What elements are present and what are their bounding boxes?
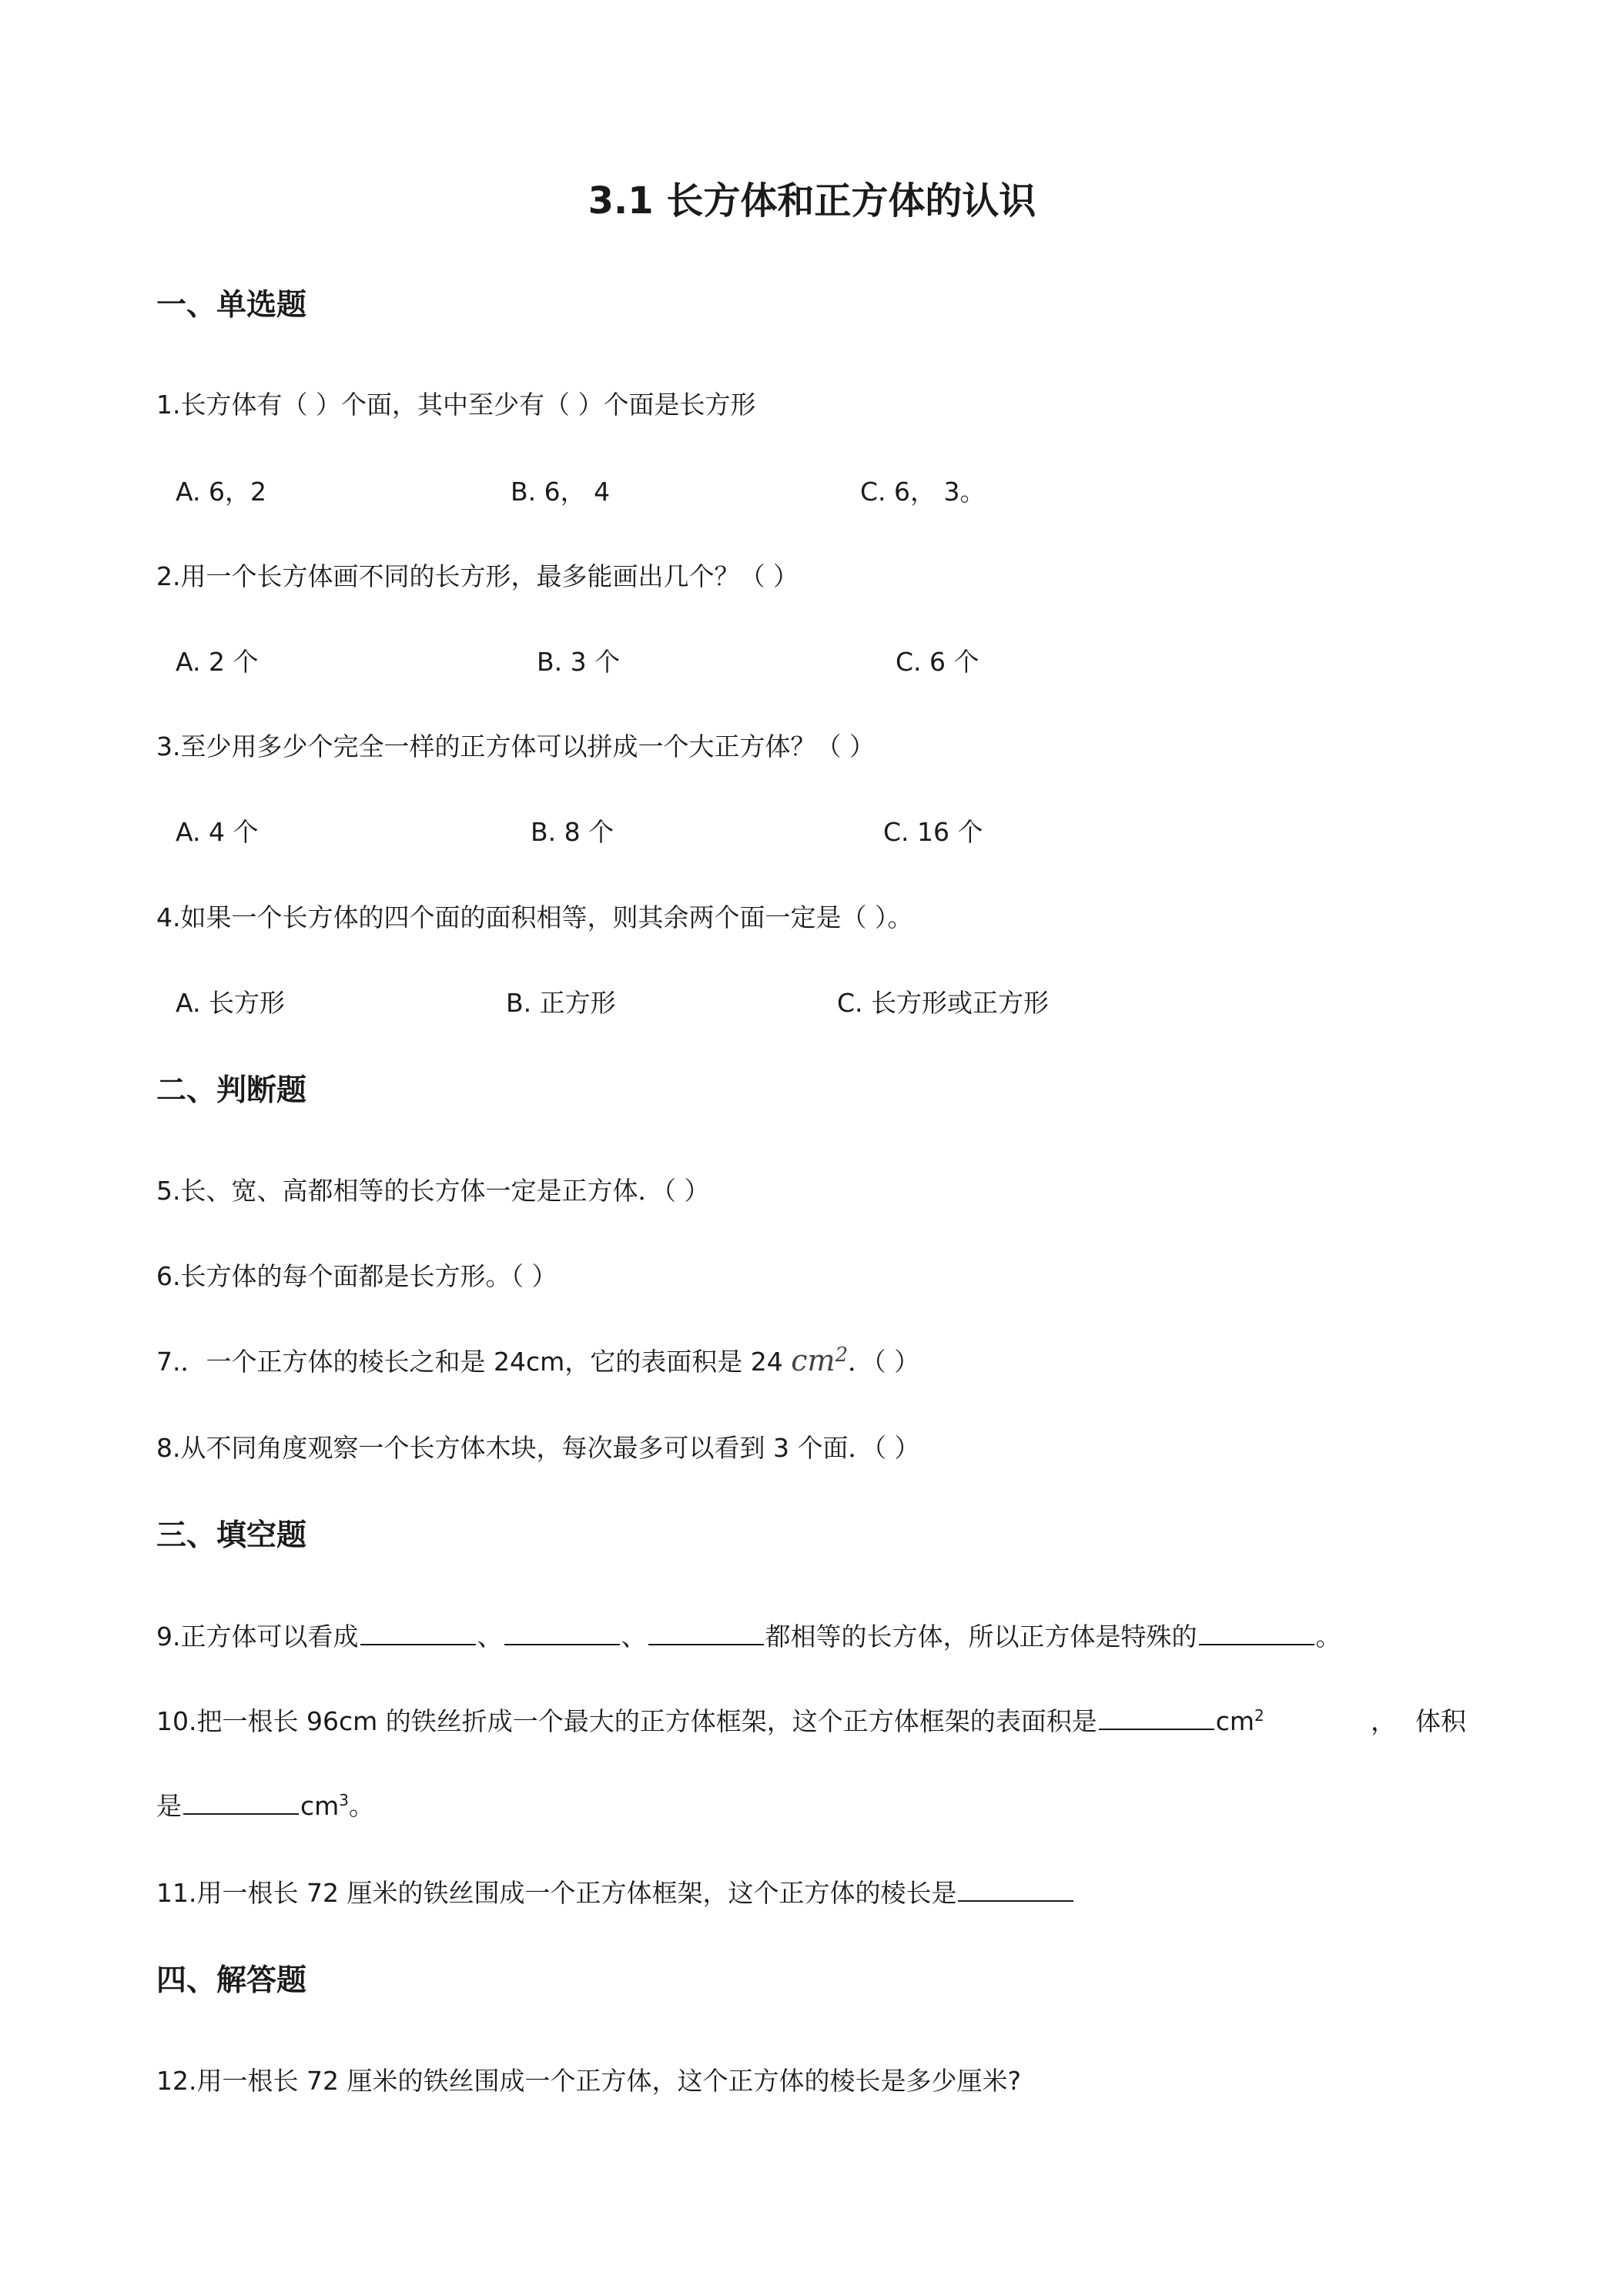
q2-option-b: B. 3 个 [537,647,621,677]
question-6: 6.长方体的每个面都是长方形。（ ） [156,1261,558,1291]
question-11 [156,1873,1075,1909]
q2-option-c: C. 6 个 [896,647,979,677]
q2-option-a: A. 2 个 [176,647,259,677]
answer-blank[interactable] [648,1621,764,1645]
question-8: 8.从不同角度观察一个长方体木块，每次最多可以看到 3 个面．（ ） [156,1433,920,1463]
q3-option-c: C. 16 个 [883,817,983,847]
answer-blank[interactable] [360,1621,476,1645]
section-heading-single-choice: 一、单选题 [156,288,307,323]
q10-comma: ， [1371,1706,1396,1736]
q9-sep-1: 、 [477,1622,503,1652]
answer-blank[interactable] [1199,1621,1314,1645]
question-1: 1.长方体有（ ）个面，其中至少有（ ）个面是长方形 [156,390,756,420]
answer-blank[interactable] [504,1621,620,1645]
q7-unit: cm [791,1344,835,1377]
question-12: 12.用一根长 72 厘米的铁丝围成一个正方体，这个正方体的棱长是多少厘米? [156,2066,1021,2096]
q4-option-c: C. 长方形或正方形 [837,988,1050,1018]
q9-text-2: 都相等的长方体，所以正方体是特殊的 [765,1622,1197,1652]
q10-text-2: 体积 [1415,1706,1466,1736]
question-4: 4.如果一个长方体的四个面的面积相等，则其余两个面一定是（ ）。 [156,902,913,932]
q7-text-before: 7.．一个正方体的棱长之和是 24cm，它的表面积是 24 [156,1347,792,1377]
question-10-line-2 [156,1786,374,1822]
page-title: 3.1 长方体和正方体的认识 [588,179,1036,223]
q10-text-1: 10.把一根长 96cm 的铁丝折成一个最大的正方体框架，这个正方体框架的表面积是 [156,1706,1097,1736]
q11-text: 11.用一根长 72 厘米的铁丝围成一个正方体框架，这个正方体的棱长是 [156,1878,957,1908]
q1-option-c: C. 6， 3。 [860,477,986,507]
q10-text-3: 是 [156,1791,182,1821]
q10-unit-1-exponent: 2 [1254,1706,1264,1725]
section-heading-fill-in: 三、填空题 [156,1518,307,1553]
q3-option-a: A. 4 个 [176,817,259,847]
q7-text-after: ．（ ） [848,1347,920,1377]
q9-text-1: 9.正方体可以看成 [156,1622,359,1652]
question-3: 3.至少用多少个完全一样的正方体可以拼成一个大正方体？（ ） [156,731,875,761]
question-2: 2.用一个长方体画不同的长方形，最多能画出几个？（ ） [156,561,799,591]
answer-blank[interactable] [1099,1705,1214,1730]
q10-unit-2-exponent: 3 [339,1791,350,1809]
section-heading-true-false: 二、判断题 [156,1073,307,1108]
q7-unit-exponent: 2 [835,1344,849,1367]
question-9 [156,1617,1341,1653]
section-heading-solve: 四、解答题 [156,1963,307,1998]
question-10-line-1 [156,1702,1264,1738]
q10-text-4: 。 [349,1791,375,1821]
q4-option-a: A. 长方形 [176,988,285,1018]
q9-sep-2: 、 [621,1622,647,1652]
q10-unit-1: cm [1215,1706,1255,1736]
q4-option-b: B. 正方形 [506,988,616,1018]
q1-option-a: A. 6，2 [176,477,266,507]
q3-option-b: B. 8 个 [531,817,614,847]
answer-blank[interactable] [183,1790,299,1815]
answer-blank[interactable] [958,1877,1073,1902]
question-7 [156,1342,919,1378]
question-5: 5.长、宽、高都相等的长方体一定是正方体．（ ） [156,1176,710,1206]
q10-unit-2: cm [300,1791,340,1821]
q1-option-b: B. 6， 4 [511,477,611,507]
q9-text-3: 。 [1315,1622,1341,1652]
